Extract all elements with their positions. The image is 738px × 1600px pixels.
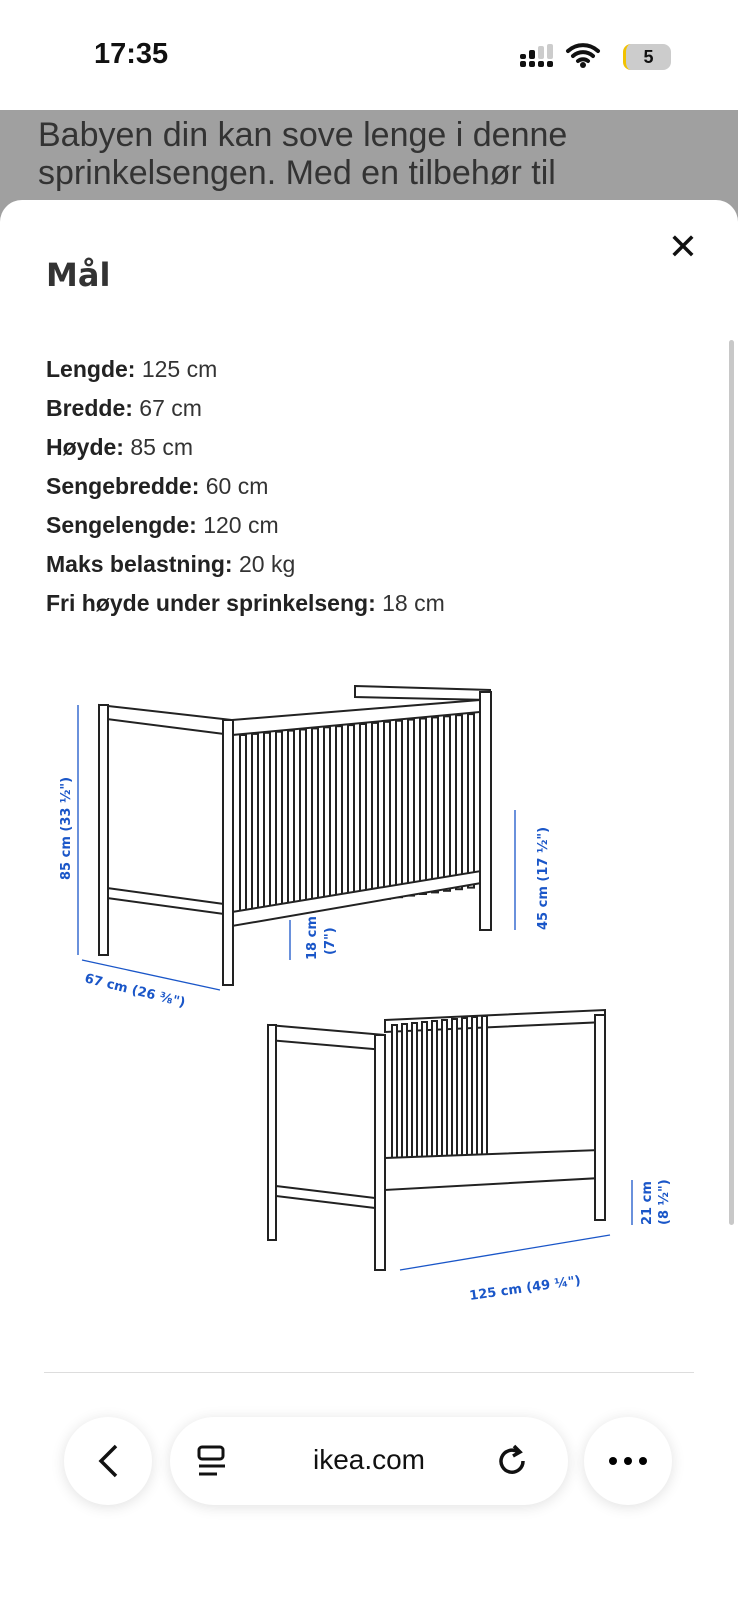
spec-row: Bredde: 67 cm	[46, 395, 202, 421]
crib-dimension-diagram	[0, 660, 738, 1320]
crib-slat	[240, 735, 246, 918]
address-bar[interactable]	[170, 1417, 568, 1505]
divider	[44, 1372, 694, 1373]
crib-slat	[408, 720, 414, 896]
spec-row: Maks belastning: 20 kg	[46, 551, 296, 577]
bed-slat	[442, 1020, 447, 1160]
spec-row: Sengelengde: 120 cm	[46, 512, 279, 538]
url-text: ikea.com	[312, 1444, 426, 1475]
background-text: Babyen din kan sove lenge i denne sprinkelsengen. Med en tilbehør til	[38, 116, 568, 192]
head-top-rail	[268, 1025, 385, 1050]
crib-slat	[264, 733, 270, 915]
dimension-line	[400, 1235, 610, 1270]
reload-icon[interactable]	[496, 1443, 530, 1479]
crib-slat	[396, 721, 402, 898]
spec-row: Fri høyde under sprinkelseng: 18 cm	[46, 590, 445, 616]
bed-slat	[472, 1017, 477, 1157]
head-bottom-rail	[276, 1186, 375, 1208]
crib-leg	[223, 720, 233, 985]
crib-slat	[252, 734, 258, 917]
bed-slat	[462, 1018, 467, 1158]
bed-slat	[412, 1023, 417, 1163]
close-button[interactable]	[667, 227, 698, 268]
bed-slat	[392, 1025, 397, 1165]
bed-low-label-inch: (8 ½")	[657, 1179, 672, 1225]
crib-slat	[468, 714, 474, 888]
battery-indicator: 5	[623, 44, 671, 70]
width-label: 67 cm (26 ⅜")	[83, 971, 187, 1011]
bed-leg	[375, 1035, 385, 1270]
bed-height-label: 45 cm (17 ½")	[536, 826, 551, 930]
crib-slat	[324, 727, 330, 907]
more-icon	[608, 1456, 648, 1466]
sheet-heading: Mål	[46, 256, 111, 294]
crib-leg	[99, 705, 108, 955]
close-icon: ✕	[667, 227, 698, 268]
clock: 17:35	[94, 38, 169, 70]
bed-slat	[432, 1021, 437, 1161]
bed-slat	[452, 1019, 457, 1159]
crib-slat	[300, 730, 306, 911]
length-label: 125 cm (49 ¼")	[468, 1273, 582, 1304]
bed-slat	[422, 1022, 427, 1162]
crib-slat	[360, 724, 366, 902]
crib-slat	[456, 715, 462, 889]
crib-slat	[420, 719, 426, 895]
spec-list	[46, 350, 445, 623]
status-bar	[0, 0, 738, 110]
bed-leg	[595, 1015, 605, 1220]
cellular-signal-icon	[520, 44, 556, 68]
crib-slat	[384, 722, 390, 899]
clearance-label-inch: (7")	[323, 927, 338, 955]
bed-leg	[268, 1025, 276, 1240]
spec-row: Høyde: 85 cm	[46, 434, 193, 460]
more-button[interactable]	[584, 1417, 672, 1505]
clearance-label: 18 cm	[305, 916, 320, 960]
back-top-rail	[355, 686, 490, 700]
crib-slat	[312, 728, 318, 908]
crib-slat	[348, 725, 354, 904]
spec-row: Lengde: 125 cm	[46, 356, 218, 382]
crib-slat	[336, 726, 342, 905]
back-button[interactable]	[64, 1417, 152, 1505]
chevron-left-icon	[96, 1443, 120, 1479]
head-top-rail	[99, 705, 232, 735]
height-label: 85 cm (33 ½")	[59, 776, 74, 880]
bed-slat	[402, 1024, 407, 1164]
wifi-icon	[566, 42, 600, 68]
bed-base-rail	[385, 1150, 600, 1190]
crib-leg	[480, 692, 491, 930]
bed-slat	[482, 1016, 487, 1156]
crib-slat	[288, 731, 294, 912]
crib-slat	[444, 716, 450, 891]
crib-slat	[276, 732, 282, 914]
spec-row: Sengebredde: 60 cm	[46, 473, 269, 499]
bed-low-label: 21 cm	[640, 1181, 655, 1225]
crib-slat	[372, 723, 378, 901]
front-top-rail	[232, 700, 480, 735]
head-bottom-rail	[107, 888, 224, 914]
crib-slat	[432, 717, 438, 892]
